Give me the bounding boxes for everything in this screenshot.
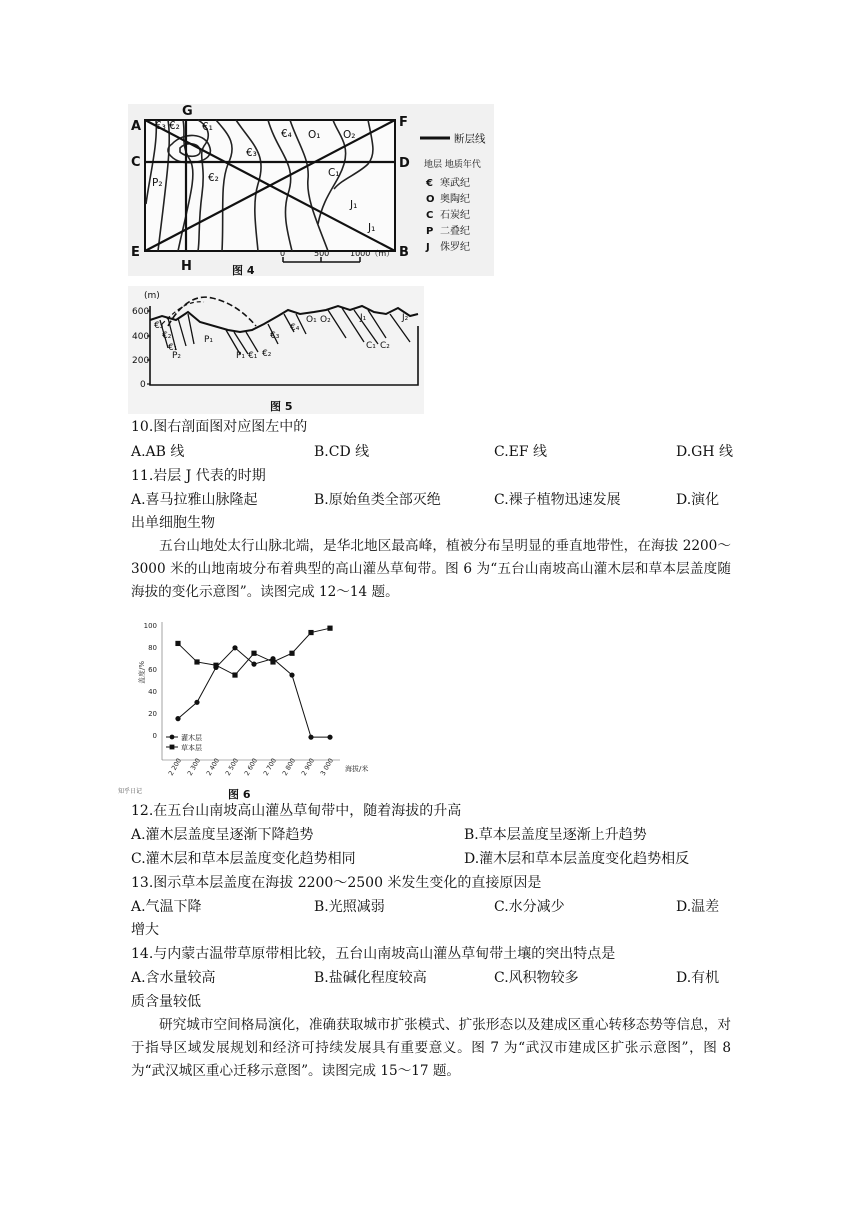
scale-label: 0 (280, 249, 286, 258)
q11-option-b[interactable]: B.原始鱼类全部灭绝 (314, 492, 441, 508)
q12-option-b[interactable]: B.草本层盖度呈逐渐上升趋势 (464, 827, 647, 843)
passage-wuhan (131, 1014, 731, 1083)
herb-data-point (175, 641, 180, 646)
q12-option-c[interactable]: C.灌木层和草本层盖度变化趋势相同 (131, 851, 356, 867)
label-b: B (399, 245, 409, 260)
legend-name: 石炭纪 (440, 210, 470, 221)
q13-stem: 13.图示草本层盖度在海拔 2200～2500 米发生变化的直接原因是 (131, 875, 542, 891)
scale-label: 500 (314, 249, 330, 258)
x-tick-label: 3 000 (318, 756, 336, 777)
legend-herb-marker (170, 745, 175, 750)
corner-note: 知乎日记 (118, 788, 143, 795)
section-label: €₁ (248, 351, 258, 361)
stratum-label: €₄ (281, 128, 292, 140)
shrub-data-point (175, 716, 180, 721)
x-tick-label: 2 700 (261, 756, 279, 777)
herb-data-point (289, 651, 294, 656)
q13-option-b[interactable]: B.光照减弱 (314, 899, 385, 915)
q14-options (131, 969, 731, 987)
y-tick-label: 60 (148, 666, 157, 674)
section-label: €₁ (168, 343, 178, 353)
section-unit: (m) (144, 291, 160, 301)
q11-option-d[interactable]: D.演化 (676, 492, 720, 508)
stratum-label: J₁ (368, 222, 376, 234)
stratum-label: €₃ (246, 147, 257, 159)
section-label: €₃ (270, 331, 280, 341)
q10-option-a[interactable]: A.AB 线 (131, 444, 185, 460)
legend-name: 奥陶纪 (440, 194, 470, 205)
label-d: D (399, 156, 410, 171)
y-tick-label: 100 (143, 622, 157, 630)
stratum-label: P₂ (152, 177, 163, 189)
section-label: C₂ (380, 341, 390, 351)
label-f: F (399, 115, 408, 130)
section-label: C₁ (366, 341, 376, 351)
x-tick-label: 2 500 (223, 756, 241, 777)
q11-stem: 11.岩层 J 代表的时期 (131, 468, 266, 484)
passage-wuhan-text: 研究城市空间格局演化，准确获取城市扩张模式、扩张形态以及建成区重心转移态势等信息，对于指导区域发展规划和经济可持续发展具有重要意义。图 7 为“武汉市建成区扩张示意图”，图 8 为“武汉城区重心迁移示意图”。读图完成 15～17 题。 (131, 1017, 731, 1079)
section-label: O₁ (306, 315, 317, 325)
q11-options (131, 491, 731, 509)
section-label: O₂ (320, 315, 331, 325)
legend-herb-label: 草本层 (181, 744, 202, 752)
q14-option-a[interactable]: A.含水量较高 (131, 970, 216, 986)
q12-stem: 12.在五台山南坡高山灌丛草甸带中，随着海拔的升高 (131, 803, 462, 819)
herb-data-point (213, 663, 218, 668)
section-label: P₂ (172, 351, 182, 361)
section-label: €₄ (290, 323, 300, 333)
legend-header: 地层 地质年代 (424, 160, 481, 170)
y-tick: 400 (132, 332, 150, 342)
herb-data-point (270, 659, 275, 664)
label-e: E (131, 245, 140, 260)
x-tick-label: 2 400 (204, 756, 222, 777)
herb-data-point (194, 659, 199, 664)
herb-data-point (308, 630, 313, 635)
q12-options-row2 (131, 850, 731, 868)
shrub-data-point (251, 662, 256, 667)
y-axis-label: 盖度/% (138, 660, 146, 684)
label-a: A (131, 119, 142, 134)
q13-options (131, 898, 731, 916)
q13-option-d-continuation: 增大 (131, 922, 159, 938)
shrub-data-point (194, 700, 199, 705)
q12-option-d[interactable]: D.灌木层和草本层盖度变化趋势相反 (464, 851, 690, 867)
legend-symbol: O (426, 194, 435, 205)
legend-name: 二叠纪 (440, 226, 470, 237)
q14-stem: 14.与内蒙古温带草原带相比较，五台山南坡高山灌丛草甸带土壤的突出特点是 (131, 946, 616, 962)
label-c: C (131, 155, 141, 170)
q10-stem: 10.图右剖面图对应图左中的 (131, 419, 308, 435)
x-tick-label: 2 200 (166, 756, 184, 777)
q11-option-d-continuation: 出单细胞生物 (131, 515, 215, 531)
stratum-label: €₂ (208, 172, 219, 184)
herb-data-point (251, 651, 256, 656)
section-label: P₁ (236, 351, 246, 361)
legend-name: 侏罗纪 (440, 242, 470, 253)
figure-4-caption: 图 4 (232, 264, 255, 276)
q11-option-c[interactable]: C.裸子植物迅速发展 (494, 492, 621, 508)
q10-option-c[interactable]: C.EF 线 (494, 444, 548, 460)
label-g: G (182, 104, 193, 119)
q13-option-a[interactable]: A.气温下降 (131, 899, 202, 915)
q14-option-b[interactable]: B.盐碱化程度较高 (314, 970, 427, 986)
figure-4-geologic-map (128, 104, 494, 276)
q13-option-c[interactable]: C.水分减少 (494, 899, 565, 915)
stratum-label: J₁ (350, 199, 358, 211)
section-label: P₁ (204, 335, 214, 345)
herb-data-point (232, 672, 237, 677)
q13-option-d[interactable]: D.温差 (676, 899, 720, 915)
section-label: J₂ (402, 313, 409, 323)
legend-shrub-marker (170, 735, 175, 740)
passage-wutaishan-text: 五台山地处太行山脉北端，是华北地区最高峰，植被分布呈明显的垂直地带性，在海拔 2200～3000 米的山地南坡分布着典型的高山灌丛草甸带。图 6 为“五台山南坡高山灌木层和草本层盖度随海拔的变化示意图”。读图完成 12～14 题。 (131, 538, 731, 600)
legend-symbol: C (426, 210, 434, 221)
section-label: J₁ (360, 313, 367, 323)
y-tick-label: 80 (148, 644, 157, 652)
q14-option-c[interactable]: C.风积物较多 (494, 970, 579, 986)
label-h: H (181, 259, 192, 274)
section-label: €₂ (162, 331, 172, 341)
y-tick-label: 40 (148, 688, 157, 696)
q10-options (131, 443, 734, 461)
stratum-label: €₂ (169, 120, 180, 132)
stratum-label: €₁ (202, 121, 213, 133)
stratum-label: O₁ (308, 129, 321, 141)
shrub-data-point (327, 735, 332, 740)
stratum-label: C₁ (328, 167, 340, 179)
herb-data-point (327, 626, 332, 631)
x-tick-label: 2 300 (185, 756, 203, 777)
y-tick: 0 (140, 380, 146, 390)
legend-name: 寒武纪 (440, 178, 470, 189)
legend-symbol: P (426, 226, 434, 237)
stratum-label: €₃ (155, 120, 166, 132)
shrub-data-point (308, 735, 313, 740)
legend-symbol: € (426, 178, 433, 189)
q11-option-a[interactable]: A.喜马拉雅山脉隆起 (131, 492, 258, 508)
legend-fault-label: 断层线 (454, 133, 486, 145)
q14-option-d[interactable]: D.有机 (676, 970, 720, 986)
figure-6-coverage-chart (118, 610, 374, 802)
y-tick: 200 (132, 356, 150, 366)
y-tick-label: 0 (152, 732, 157, 740)
stratum-label: O₂ (343, 129, 356, 141)
scale-label: 1000（m） (350, 249, 395, 258)
section-label: €₃ (154, 321, 164, 331)
shrub-data-point (289, 672, 294, 677)
figure-5-cross-section (128, 286, 424, 414)
q12-options-row1 (131, 826, 731, 844)
q14-option-d-continuation: 质含量较低 (131, 994, 201, 1010)
q10-option-d[interactable]: D.GH 线 (676, 444, 734, 460)
y-tick: 600 (132, 307, 150, 317)
passage-wutaishan (131, 535, 731, 604)
x-axis-label: 海拔/米 (345, 765, 369, 773)
legend-symbol: J (426, 242, 430, 253)
section-label: €₂ (262, 349, 272, 359)
q12-option-a[interactable]: A.灌木层盖度呈逐渐下降趋势 (131, 827, 314, 843)
y-tick-label: 20 (148, 710, 157, 718)
x-tick-label: 2 900 (299, 756, 317, 777)
x-tick-label: 2 800 (280, 756, 298, 777)
q10-option-b[interactable]: B.CD 线 (314, 444, 370, 460)
shrub-data-point (232, 645, 237, 650)
figure-5-caption: 图 5 (270, 400, 293, 413)
figure-6-caption: 图 6 (228, 788, 251, 801)
legend-shrub-label: 灌木层 (181, 734, 202, 742)
x-tick-label: 2 600 (242, 756, 260, 777)
